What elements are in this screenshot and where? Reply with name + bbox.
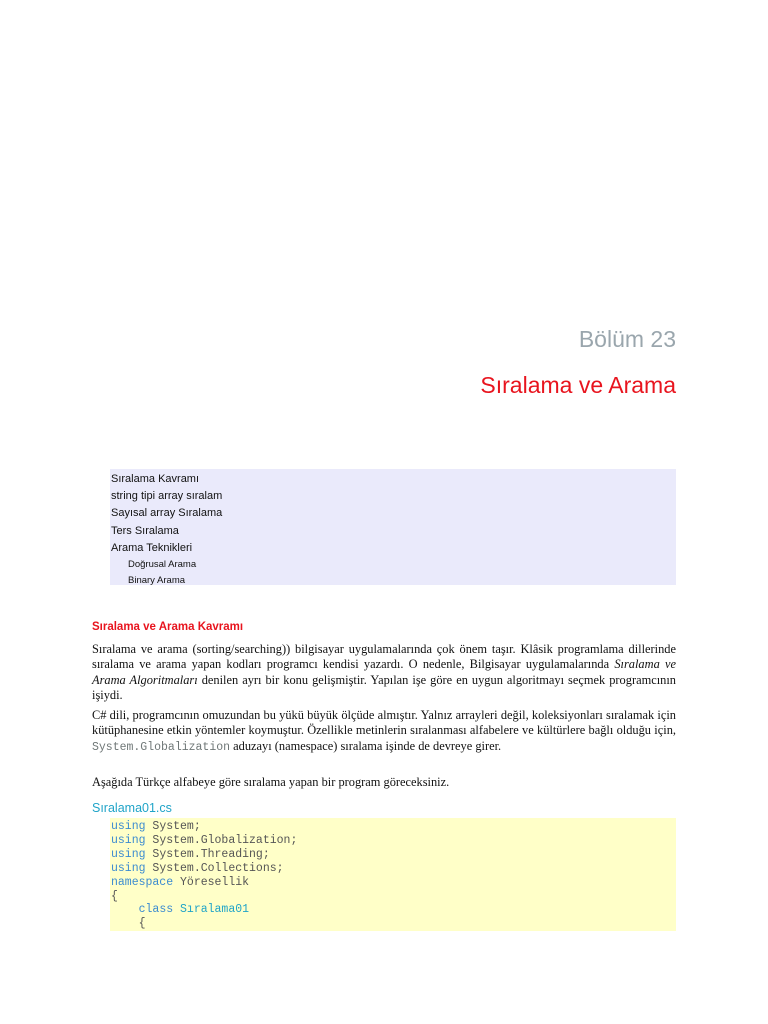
code-block bbox=[110, 818, 676, 931]
paragraph-3: Aşağıda Türkçe alfabeye göre sıralama yapan bir program göreceksiniz. bbox=[92, 775, 450, 789]
toc-item: Ters Sıralama bbox=[111, 524, 179, 537]
toc-subitem: Binary Arama bbox=[128, 575, 186, 587]
toc-item: Sıralama Kavramı bbox=[111, 473, 200, 485]
toc-item: Sayısal array Sıralama bbox=[111, 507, 223, 520]
code-line: using System.Collections; bbox=[111, 861, 284, 875]
emphasis-text: Sıralama ve Arama Algoritmaları bbox=[92, 657, 676, 687]
code-keyword: using bbox=[111, 861, 146, 875]
table-of-contents bbox=[110, 469, 676, 585]
code-keyword: using bbox=[111, 820, 146, 833]
paragraph-text: denilen ayrı bir konu gelişmiştir. Yapılan işe göre en uygun algoritmayı seçmek programcının işiydi. bbox=[92, 672, 676, 703]
paragraph-2 bbox=[92, 708, 676, 755]
inline-code: System.Globalization bbox=[92, 740, 231, 754]
paragraph-text: aduzayı (namespace) sıralama işinde de devreye girer. bbox=[230, 738, 502, 753]
code-line: using System.Globalization; bbox=[111, 833, 298, 847]
paragraph-1 bbox=[92, 642, 676, 704]
code-line: using System; bbox=[111, 820, 201, 833]
code-keyword: using bbox=[111, 847, 146, 861]
toc-item: string tipi array sıralam bbox=[111, 490, 223, 503]
code-keyword: namespace bbox=[111, 875, 174, 889]
code-line: { bbox=[138, 917, 146, 931]
chapter-title: Sıralama ve Arama bbox=[480, 372, 676, 398]
toc-item: Arama Teknikleri bbox=[111, 541, 193, 554]
code-keyword: class bbox=[138, 903, 174, 917]
code-caption: Sıralama01.cs bbox=[92, 801, 172, 815]
code-class-name: Sıralama01 bbox=[173, 903, 250, 917]
paragraph-text: C# dili, programcının omuzundan bu yükü büyük ölçüde almıştır. Yalnız arrayleri değil, koleksiyonları sıralamak için kütüphanesine etkin yöntemler koymuştur. Özellikle metinlerin sıralanması alfabelere ve kültürlere bağlı olduğu için, bbox=[92, 708, 676, 738]
toc-subitem: Doğrusal Arama bbox=[128, 559, 197, 571]
chapter-number: Bölüm 23 bbox=[578, 326, 676, 352]
paragraph-text: Sıralama ve arama (sorting/searching)) bilgisayar uygulamalarında çok önem taşır. Klâsik programlama dillerinde sıralama ve arama yapan kodları programcı kendisi yazardı. O nedenle, Bilgisayar uygulamalarında bbox=[92, 642, 676, 672]
code-keyword: using bbox=[111, 833, 146, 847]
code-line: using System.Threading; bbox=[111, 847, 270, 861]
code-line bbox=[111, 903, 676, 917]
code-line: namespace Yöresellik bbox=[111, 875, 250, 889]
code-line: { bbox=[111, 889, 118, 903]
section-heading: Sıralama ve Arama Kavramı bbox=[92, 621, 244, 633]
